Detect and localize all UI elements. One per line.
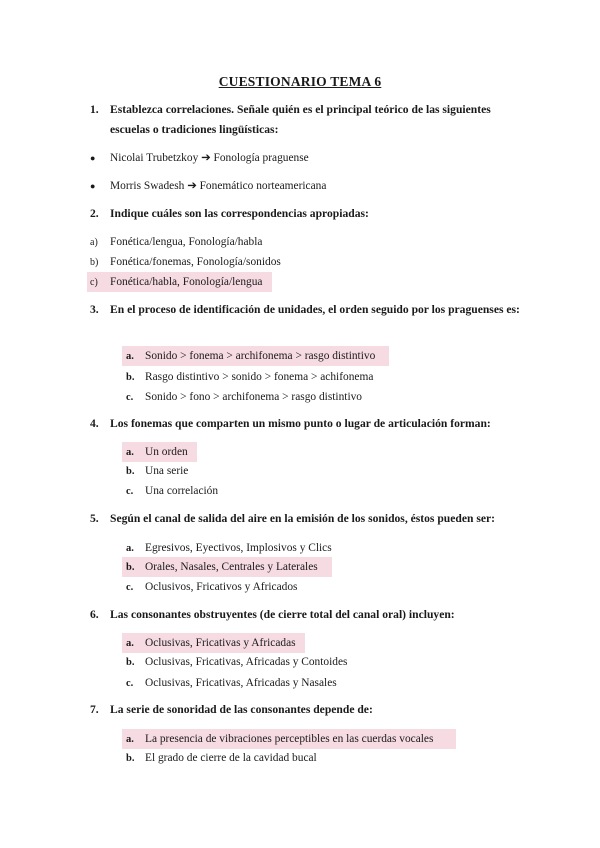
option-text: Egresivos, Eyectivos, Implosivos y Clics: [145, 542, 332, 554]
bullet-icon: ●: [90, 153, 96, 163]
question-number: 5.: [90, 512, 99, 525]
question-text: Establezca correlaciones. Señale quién es el principal teórico de las siguientes escuelas o tradiciones lingüísticas:: [110, 103, 491, 136]
option-b: [126, 463, 188, 480]
option-text: Fonética/fonemas, Fonología/sonidos: [110, 256, 281, 268]
option-label: c.: [126, 486, 134, 497]
option-label: b.: [126, 562, 135, 573]
question-text: Según el canal de salida del aire en la emisión de los sonidos, éstos pueden ser:: [110, 512, 495, 525]
question-2: [90, 204, 530, 224]
option-label: c.: [126, 678, 134, 689]
bullet-text: Nicolai Trubetzkoy ➔ Fonología praguense: [110, 152, 309, 164]
option-label: a.: [126, 638, 134, 649]
option-text: Un orden: [145, 446, 188, 458]
option-text: Oclusivas, Fricativas, Africadas y Contoides: [145, 656, 348, 668]
option-label: c.: [126, 582, 134, 593]
bullet-item: [90, 178, 326, 194]
option-text: Fonética/lengua, Fonología/habla: [110, 236, 263, 248]
option-text: El grado de cierre de la cavidad bucal: [145, 752, 317, 764]
option-label: a.: [126, 734, 134, 745]
option-b: [126, 369, 373, 386]
bullet-icon: ●: [90, 181, 96, 191]
bullet-item: [90, 150, 309, 166]
option-text: Una correlación: [145, 485, 219, 497]
question-4: [90, 414, 530, 434]
bullet-text: Morris Swadesh ➔ Fonemático norteamericana: [110, 180, 327, 192]
option-c: [126, 675, 337, 692]
option-label: c.: [126, 392, 134, 403]
question-number: 1.: [90, 103, 99, 116]
question-number: 3.: [90, 303, 99, 316]
option-c: [126, 483, 218, 500]
option-label: a.: [126, 543, 134, 554]
option-c: [126, 389, 362, 406]
question-7: [90, 700, 530, 720]
option-label: b.: [126, 466, 135, 477]
question-1: [90, 100, 530, 140]
option-label: b): [90, 257, 99, 268]
option-text: Fonética/habla, Fonología/lengua: [110, 276, 263, 288]
question-number: 4.: [90, 417, 99, 430]
option-a: [126, 540, 332, 557]
question-text: Indique cuáles son las correspondencias apropiadas:: [110, 207, 369, 220]
question-number: 6.: [90, 608, 99, 621]
option-label: a.: [126, 351, 134, 362]
option-text: Sonido > fonema > archifonema > rasgo distintivo: [145, 350, 376, 362]
question-number: 2.: [90, 207, 99, 220]
option-label: b.: [126, 753, 135, 764]
option-text: Rasgo distintivo > sonido > fonema > achifonema: [145, 371, 374, 383]
question-text: Las consonantes obstruyentes (de cierre total del canal oral) incluyen:: [110, 608, 455, 621]
option-text: Oclusivos, Fricativos y Africados: [145, 581, 298, 593]
option-a: [126, 731, 433, 748]
question-6: [90, 605, 530, 625]
option-b: [90, 254, 281, 271]
option-b: [126, 654, 347, 671]
option-b: [126, 750, 317, 767]
option-a: [126, 348, 375, 365]
option-text: Sonido > fono > archifonema > rasgo distintivo: [145, 391, 362, 403]
option-text: Orales, Nasales, Centrales y Laterales: [145, 561, 318, 573]
question-text: Los fonemas que comparten un mismo punto o lugar de articulación forman:: [110, 417, 491, 430]
option-c: [90, 274, 262, 291]
question-3: [90, 300, 530, 320]
option-label: a): [90, 237, 98, 248]
option-b: [126, 559, 318, 576]
question-number: 7.: [90, 703, 99, 716]
option-a: [126, 444, 188, 461]
question-text: La serie de sonoridad de las consonantes depende de:: [110, 703, 373, 716]
option-label: b.: [126, 657, 135, 668]
option-a: [90, 234, 262, 251]
option-text: Oclusivas, Fricativas, Africadas y Nasales: [145, 677, 337, 689]
option-label: a.: [126, 447, 134, 458]
option-text: Una serie: [145, 465, 189, 477]
question-5: [90, 509, 530, 529]
option-text: La presencia de vibraciones perceptibles en las cuerdas vocales: [145, 733, 434, 745]
document-title: CUESTIONARIO TEMA 6: [218, 74, 382, 89]
option-label: c): [90, 277, 98, 288]
question-text: En el proceso de identificación de unidades, el orden seguido por los praguenses es:: [110, 303, 520, 316]
option-label: b.: [126, 372, 135, 383]
option-c: [126, 579, 298, 596]
option-a: [126, 635, 296, 652]
option-text: Oclusivas, Fricativas y Africadas: [145, 637, 296, 649]
